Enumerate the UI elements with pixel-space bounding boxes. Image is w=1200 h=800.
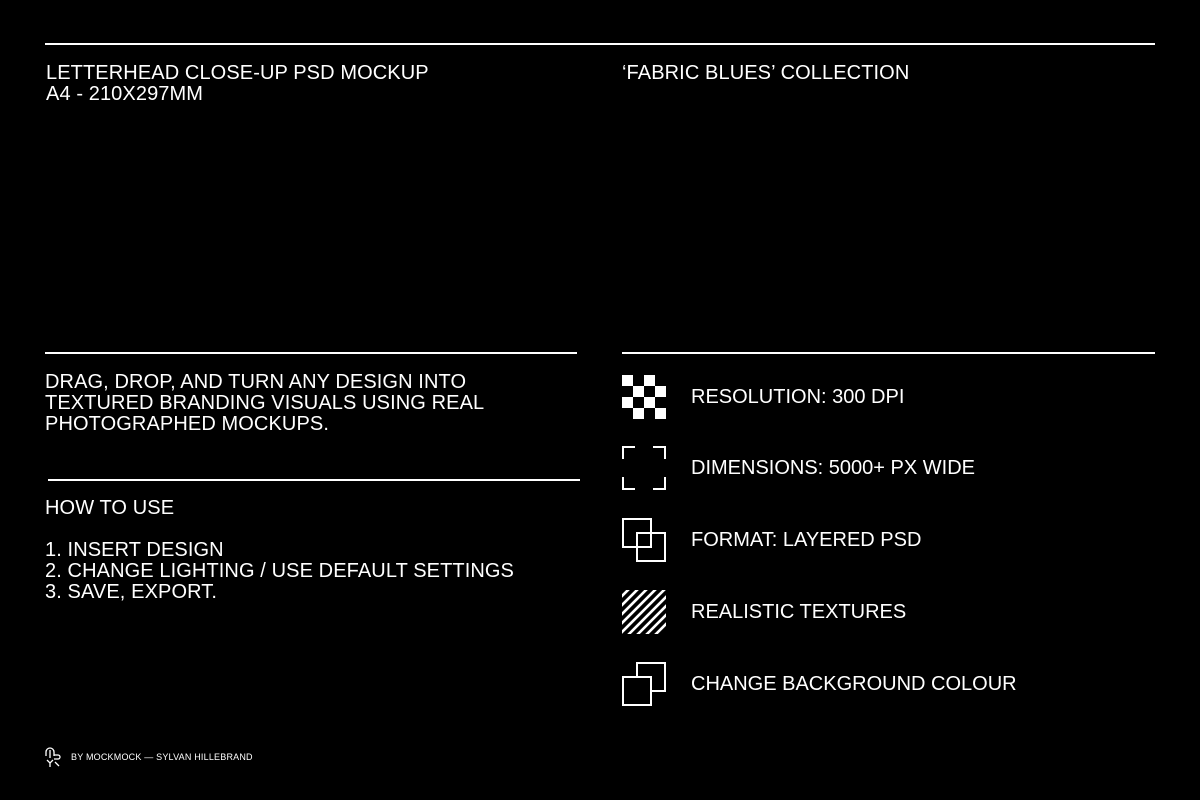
top-divider (45, 43, 1155, 45)
feature-label: RESOLUTION: 300 DPI (691, 386, 905, 408)
feature-textures (622, 590, 1142, 634)
step-item: 2. CHANGE LIGHTING / USE DEFAULT SETTINGS (45, 560, 515, 582)
description-line: DRAG, DROP, AND TURN ANY DESIGN INTO (45, 371, 467, 393)
feature-resolution (622, 375, 1142, 419)
step-item: 3. SAVE, EXPORT. (45, 581, 218, 603)
description-line: TEXTURED BRANDING VISUALS USING REAL (45, 392, 485, 414)
checkerboard-icon (622, 375, 666, 419)
how-to-use-divider (48, 479, 580, 481)
feature-label: DIMENSIONS: 5000+ PX WIDE (691, 457, 975, 479)
feature-dimensions (622, 446, 1142, 490)
product-title-block (46, 63, 429, 105)
collection-title: ‘FABRIC BLUES’ COLLECTION (622, 62, 910, 84)
feature-background (622, 662, 1142, 706)
feature-label: CHANGE BACKGROUND COLOUR (691, 673, 1017, 695)
step-item: 1. INSERT DESIGN (45, 539, 224, 561)
corner-brackets-icon (622, 446, 666, 490)
mockmock-logo-icon (44, 746, 62, 768)
feature-label: FORMAT: LAYERED PSD (691, 529, 922, 551)
paper-size: A4 - 210X297MM (46, 83, 204, 105)
diagonal-stripes-icon (622, 590, 666, 634)
product-title: LETTERHEAD CLOSE-UP PSD MOCKUP (46, 62, 429, 84)
right-middle-divider (622, 352, 1155, 354)
how-to-use-heading: HOW TO USE (45, 497, 175, 519)
left-middle-divider (45, 352, 577, 354)
overlapping-squares-icon (622, 518, 666, 562)
description-block (45, 372, 484, 435)
feature-label: REALISTIC TEXTURES (691, 601, 907, 623)
credit-text: BY MOCKMOCK — SYLVAN HILLEBRAND (71, 752, 253, 762)
description-line: PHOTOGRAPHED MOCKUPS. (45, 413, 329, 435)
stacked-squares-icon (622, 662, 666, 706)
feature-format (622, 518, 1142, 562)
how-to-use-steps (45, 540, 514, 603)
